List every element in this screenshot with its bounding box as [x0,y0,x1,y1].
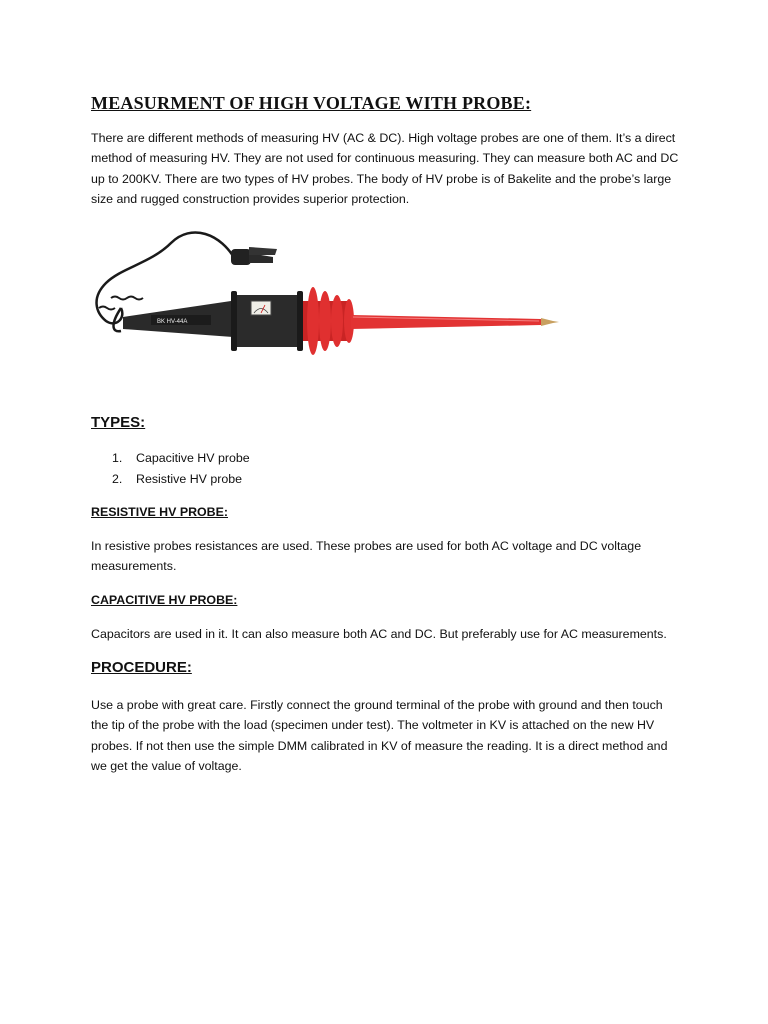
procedure-heading: PROCEDURE: [91,659,192,676]
insulator-discs-icon [303,287,354,355]
page-title: MEASURMENT OF HIGH VOLTAGE WITH PROBE: [91,93,532,113]
list-item [112,469,250,490]
list-item-number: 1. [112,451,123,465]
resistive-heading: RESISTIVE HV PROBE: [91,505,229,519]
svg-text:BK HV-44A: BK HV-44A [157,319,188,325]
probe-handle-icon [123,291,303,351]
list-item-label: Capacitive HV probe [136,451,250,465]
alligator-clip-icon [231,247,277,265]
intro-paragraph: There are different methods of measuring HV (AC & DC). High voltage probes are one of them. It’s a direct method of measuring HV. They are not used for continuous measuring. They can measure both AC and DC up to 200KV. There are two types of HV probes. The body of HV probe is of Bakelite and the probe’s large size and rugged construction provides superior protection. [91,131,679,206]
capacitive-paragraph: Capacitors are used in it. It can also measure both AC and DC. But preferably use for AC measurements. [91,627,667,641]
list-item [112,448,250,469]
list-item-label: Resistive HV probe [136,472,243,486]
resistive-paragraph: In resistive probes resistances are used. These probes are used for both AC voltage and DC voltage measurements. [91,539,642,574]
types-list [112,448,250,490]
procedure-paragraph: Use a probe with great care. Firstly connect the ground terminal of the probe with ground and then touch the tip of the probe with the load (specimen under test). The voltmeter in KV is attached on the new HV probes. If not then use the simple DMM calibrated in KV of measure the reading. It is a direct method and we get the value of voltage. [91,698,668,773]
high-voltage-probe-image [91,213,571,395]
capacitive-heading: CAPACITIVE HV PROBE: [91,593,238,607]
probe-illustration [91,213,571,395]
list-item-number: 2. [112,472,123,486]
types-heading: TYPES: [91,414,146,431]
